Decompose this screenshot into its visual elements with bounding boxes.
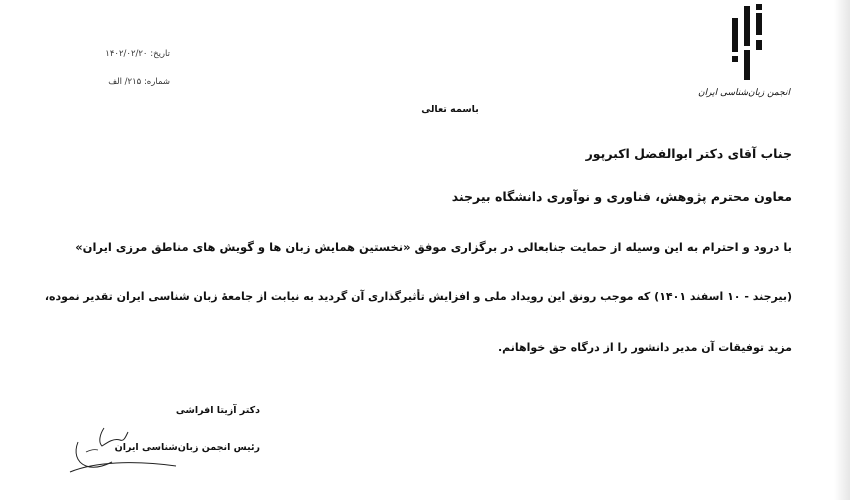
date-value: ۱۴۰۲/۰۲/۲۰ [105, 49, 148, 59]
signatory-title: رئیس انجمن زبان‌شناسی ایران [114, 442, 260, 453]
letter-meta [80, 40, 170, 96]
logo-caption: انجمن زبان‌شناسی ایران [698, 88, 790, 98]
number-line [80, 68, 170, 96]
paragraph-line-3: مزید توفیقات آن مدیر دانشور را از درگاه حق خواهانم. [497, 341, 792, 354]
date-line [80, 40, 170, 68]
paragraph-line-1: با درود و احترام به این وسیله از حمایت جنابعالی در برگزاری موفق «نخستین همایش زبان ها و گویش های مناطق مرزی ایران» [75, 240, 792, 254]
number-label: شماره: [143, 77, 170, 87]
letter-heading: باسمه تعالی [421, 104, 479, 115]
letterhead-logo [698, 4, 792, 104]
date-label: تاریخ: [150, 49, 170, 59]
paragraph-line-2: (بیرجند - ۱۰ اسفند ۱۴۰۱) که موجب رونق این رویداد ملی و افزایش تأثیرگذاری آن گردید به نیابت از جامعهٔ زبان شناسی ایران تقدیر نموده، [44, 290, 792, 303]
signatory-name: دکتر آزیتا افراشی [175, 405, 260, 416]
iranian-linguistic-society-logo-icon [726, 4, 770, 82]
addressee-name: جناب آقای دکتر ابوالفضل اکبرپور [585, 146, 792, 161]
scan-edge-shadow [834, 0, 850, 500]
addressee-title: معاون محترم پژوهش، فناوری و نوآوری دانشگاه بیرجند [451, 189, 792, 204]
number-value: ۲۱۵/ الف [108, 77, 142, 87]
